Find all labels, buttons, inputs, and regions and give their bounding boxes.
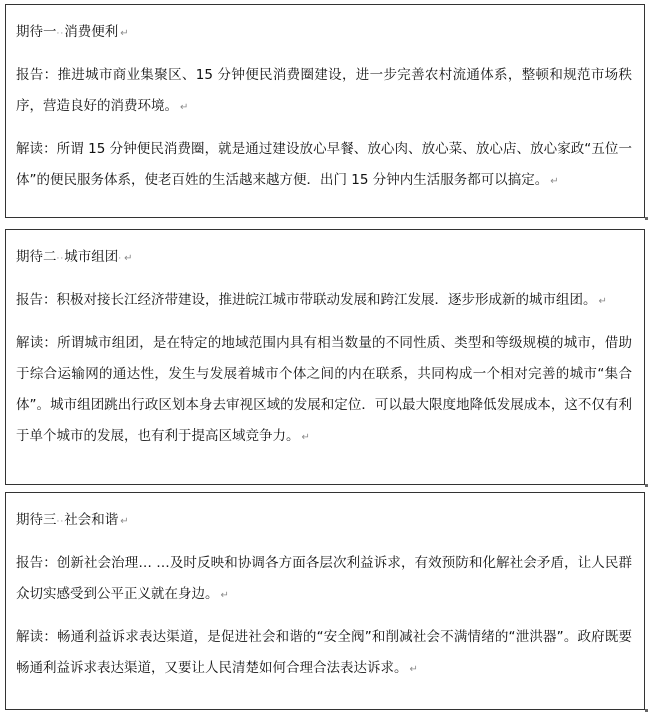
space-mark: ·· xyxy=(56,29,65,39)
paragraph-mark-icon: ↵ xyxy=(598,296,607,307)
section-heading-prefix: 期待一 xyxy=(16,24,57,40)
paragraph-mark-icon: ↵ xyxy=(409,664,418,675)
interpretation-paragraph xyxy=(16,622,632,685)
cell-end-marker xyxy=(645,709,648,712)
report-paragraph xyxy=(16,285,632,317)
section-heading-title: 城市组团 xyxy=(64,249,119,265)
section-heading xyxy=(16,247,632,269)
paragraph-mark-icon: ↵ xyxy=(550,176,559,187)
paragraph-mark-icon: ↵ xyxy=(120,516,129,527)
section-heading xyxy=(16,22,632,44)
section-heading-title: 消费便利 xyxy=(64,24,119,40)
cell-end-marker xyxy=(645,484,648,487)
cell-end-marker xyxy=(645,217,648,220)
space-mark: ·· xyxy=(56,517,65,527)
interpretation-text: 解读：所谓城市组团，是在特定的地域范围内具有相当数量的不同性质、类型和等级规模的城市，借助于综合运输网的通达性，发生与发展着城市个体之间的内在联系，共同构成一个相对完善的城市“集合体”。城市组团跳出行政区划本身去审视区域的发展和定位．可以最大限度地降低发展成本，这不仅有利于单个城市的发展，也有利于提高区域竞争力。 xyxy=(16,335,632,444)
paragraph-mark-icon: ↵ xyxy=(220,590,229,601)
section-heading-title: 社会和谐 xyxy=(64,512,119,528)
report-text: 报告：创新社会治理… …及时反映和协调各方面各层次利益诉求，有效预防和化解社会矛盾，让人民群众切实感受到公平正义就在身边。 xyxy=(16,555,632,602)
space-mark: · xyxy=(118,254,123,264)
section-box-3 xyxy=(5,492,645,710)
report-paragraph xyxy=(16,60,632,123)
interpretation-paragraph xyxy=(16,328,632,453)
section-heading xyxy=(16,510,632,532)
space-mark: ·· xyxy=(56,254,65,264)
paragraph-mark-icon: ↵ xyxy=(124,253,133,264)
interpretation-text: 解读：所谓 15 分钟便民消费圈，就是通过建设放心早餐、放心肉、放心菜、放心店、放心家政“五位一体”的便民服务体系，使老百姓的生活越来越方便．出门 15 分钟内生活服务都可以搞定。 xyxy=(16,141,632,188)
section-box-1 xyxy=(5,4,645,218)
report-paragraph xyxy=(16,548,632,611)
section-heading-prefix: 期待三 xyxy=(16,512,57,528)
interpretation-text: 解读：畅通利益诉求表达渠道，是促进社会和谐的“安全阀”和削减社会不满情绪的“泄洪器”。政府既要畅通利益诉求表达渠道，又要让人民清楚如何合理合法表达诉求。 xyxy=(16,629,632,676)
paragraph-mark-icon: ↵ xyxy=(180,102,189,113)
paragraph-mark-icon: ↵ xyxy=(120,28,129,39)
section-box-2 xyxy=(5,229,645,485)
section-heading-prefix: 期待二 xyxy=(16,249,57,265)
report-text: 报告：推进城市商业集聚区、15 分钟便民消费圈建设，进一步完善农村流通体系，整顿和规范市场秩序，营造良好的消费环境。 xyxy=(16,67,632,114)
interpretation-paragraph xyxy=(16,134,632,197)
paragraph-mark-icon: ↵ xyxy=(301,432,310,443)
report-text: 报告：积极对接长江经济带建设，推进皖江城市带联动发展和跨江发展．逐步形成新的城市组团。 xyxy=(16,292,597,308)
